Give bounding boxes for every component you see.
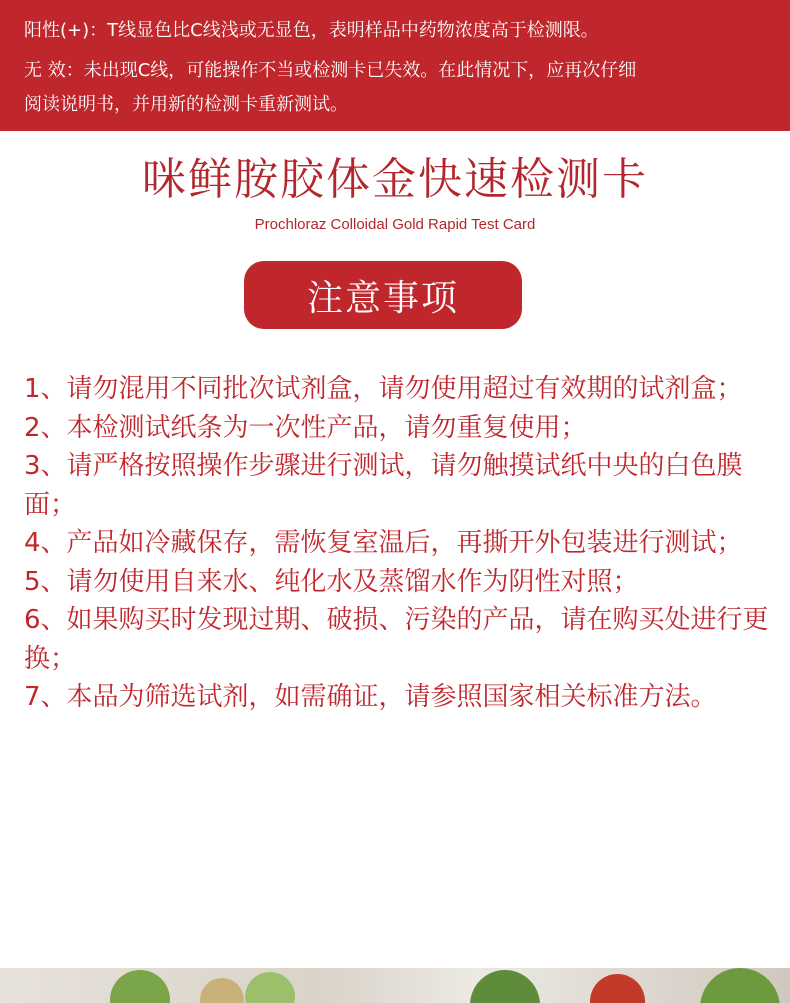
notice-item: 5、请勿使用自来水、纯化水及蒸馏水作为阴性对照； xyxy=(24,566,639,597)
notice-item: 3、请严格按照操作步骤进行测试，请勿触摸试纸中央的白色膜面； xyxy=(24,451,743,520)
notice-heading: 注意事项 xyxy=(306,277,459,319)
notice-heading-badge xyxy=(244,261,522,329)
notice-item: 4、产品如冷藏保存，需恢复室温后，再撕开外包装进行测试； xyxy=(24,528,743,558)
notice-list xyxy=(24,370,774,717)
vegetable-decoration xyxy=(700,968,780,1003)
product-title: 咪鲜胺胶体金快速检测卡 xyxy=(142,154,648,205)
vegetable-decoration xyxy=(110,970,170,1003)
product-subtitle: Prochloraz Colloidal Gold Rapid Test Card xyxy=(254,216,536,233)
vegetable-decoration xyxy=(590,974,645,1003)
notice-item: 7、本品为筛选试剂，如需确证，请参照国家相关标准方法。 xyxy=(24,682,717,712)
result-explanation-banner xyxy=(0,0,790,131)
positive-result-text: 阳性(+)：T线显色比C线浅或无显色，表明样品中药物浓度高于检测限。 xyxy=(24,20,599,41)
notice-item: 6、如果购买时发现过期、破损、污染的产品，请在购买处进行更换； xyxy=(24,605,769,674)
invalid-result-text-line1: 无 效：未出现C线，可能操作不当或检测卡已失效。在此情况下，应再次仔细 xyxy=(24,60,637,81)
vegetable-decoration xyxy=(245,972,295,1003)
notice-item: 2、本检测试纸条为一次性产品，请勿重复使用； xyxy=(24,412,587,443)
invalid-result-text-line2: 阅读说明书，并用新的检测卡重新测试。 xyxy=(24,94,348,115)
notice-item: 1、请勿混用不同批次试剂盒，请勿使用超过有效期的试剂盒； xyxy=(24,374,743,404)
vegetables-photo-strip xyxy=(0,968,790,1003)
vegetable-decoration xyxy=(470,970,540,1003)
vegetable-decoration xyxy=(200,978,244,1003)
